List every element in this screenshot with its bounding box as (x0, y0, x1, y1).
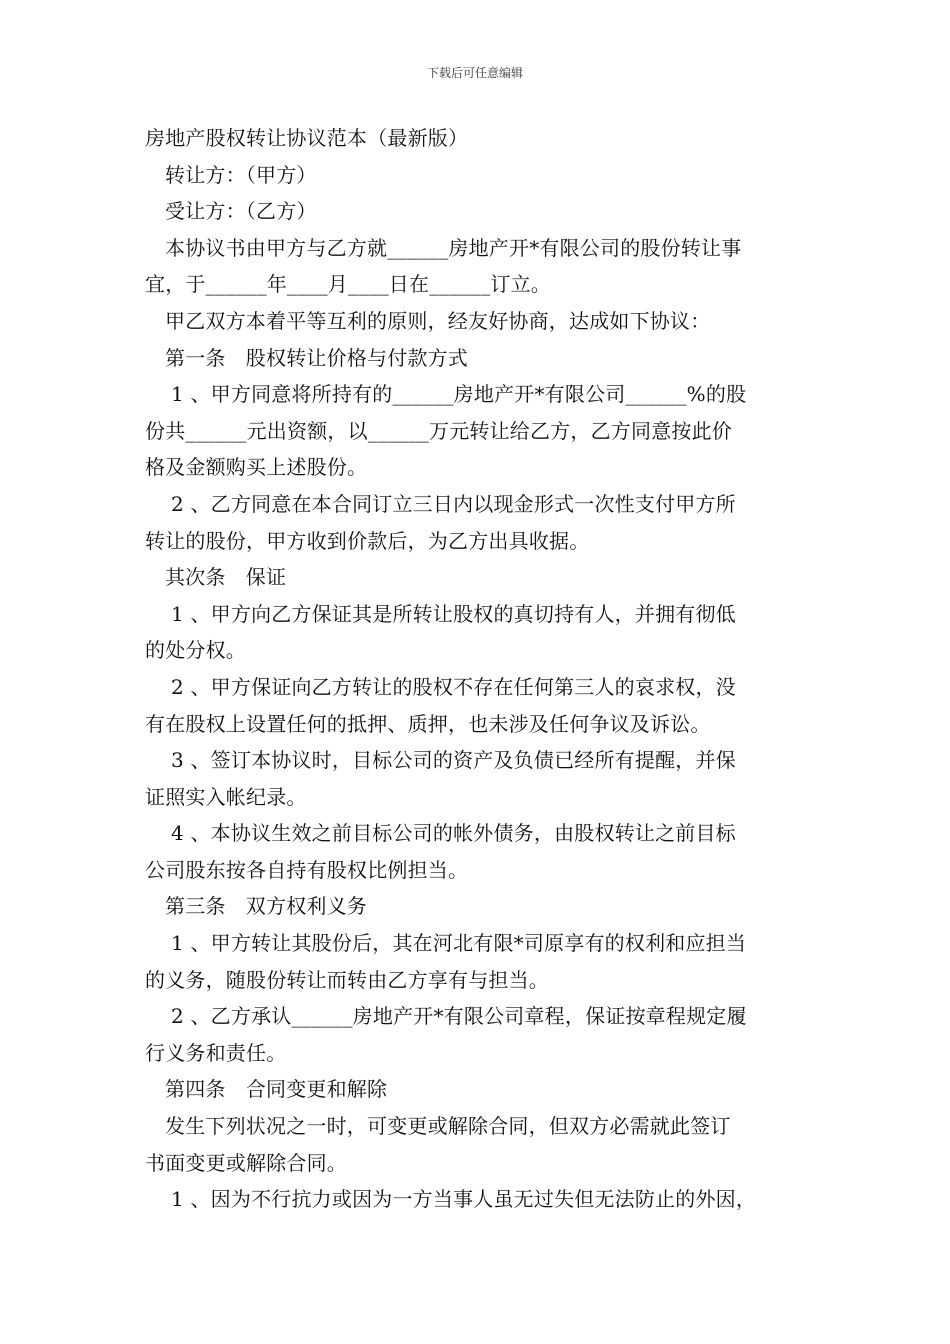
text-line: 第一条 股权转让价格与付款方式 (165, 345, 468, 370)
text-line: 2 、乙方同意在本合同订立三日内以现金形式一次性支付甲方所 (171, 491, 736, 516)
text-line: 受让方：（乙方） (165, 199, 317, 224)
text-line: 其次条 保证 (165, 565, 287, 590)
text-line: 书面变更或解除合同。 (145, 1150, 347, 1175)
text-line: 3 、签订本协议时，目标公司的资产及负债已经所有提醒，并保 (171, 748, 736, 773)
text-line: 转让方：（甲方） (165, 162, 317, 187)
page-header-note: 下载后可任意编辑 (426, 66, 523, 80)
text-line: 发生下列状况之一时，可变更或解除合同，但双方必需就此签订 (165, 1114, 731, 1139)
text-line: 2 、乙方承认______房地产开*有限公司章程，保证按章程规定履 (171, 1004, 747, 1029)
text-line: 1 、甲方转让其股份后，其在河北有限*司原享有的权利和应担当 (171, 931, 747, 956)
text-line: 公司股东按各自持有股权比例担当。 (145, 857, 469, 882)
text-line: 2 、甲方保证向乙方转让的股权不存在任何第三人的哀求权，没 (171, 674, 736, 699)
text-line: 1 、甲方同意将所持有的______房地产开*有限公司______%的股 (171, 382, 747, 407)
text-line: 第三条 双方权利义务 (165, 894, 367, 919)
text-line: 证照实入帐纪录。 (145, 784, 307, 809)
text-line: 行义务和责任。 (145, 1040, 287, 1065)
text-line: 4 、本协议生效之前目标公司的帐外债务，由股权转让之前目标 (171, 821, 736, 846)
text-line: 格及金额购买上述股份。 (145, 455, 368, 480)
text-line: 转让的股份，甲方收到价款后，为乙方出具收据。 (145, 528, 590, 553)
text-line: 1 、因为不行抗力或因为一方当事人虽无过失但无法防止的外因， (171, 1187, 757, 1212)
text-line: 1 、甲方向乙方保证其是所转让股权的真切持有人，并拥有彻低 (171, 601, 736, 626)
text-line: 份共______元出资额，以______万元转让给乙方，乙方同意按此价 (145, 418, 732, 443)
text-line: 宜，于______年____月____日在______订立。 (145, 272, 551, 297)
text-line: 有在股权上设置任何的抵押、质押，也未涉及任何争议及诉讼。 (145, 711, 711, 736)
text-line: 第四条 合同变更和解除 (165, 1077, 388, 1102)
document-body (145, 120, 813, 1218)
text-line: 的义务，随股份转让而转由乙方享有与担当。 (145, 967, 549, 992)
text-line: 的处分权。 (145, 638, 246, 663)
text-line: 甲乙双方本着平等互利的原则，经友好协商，达成如下协议： (165, 308, 711, 333)
text-line: 本协议书由甲方与乙方就______房地产开*有限公司的股份转让事 (165, 235, 742, 260)
document-title: 房地产股权转让协议范本（最新版） (145, 126, 469, 150)
